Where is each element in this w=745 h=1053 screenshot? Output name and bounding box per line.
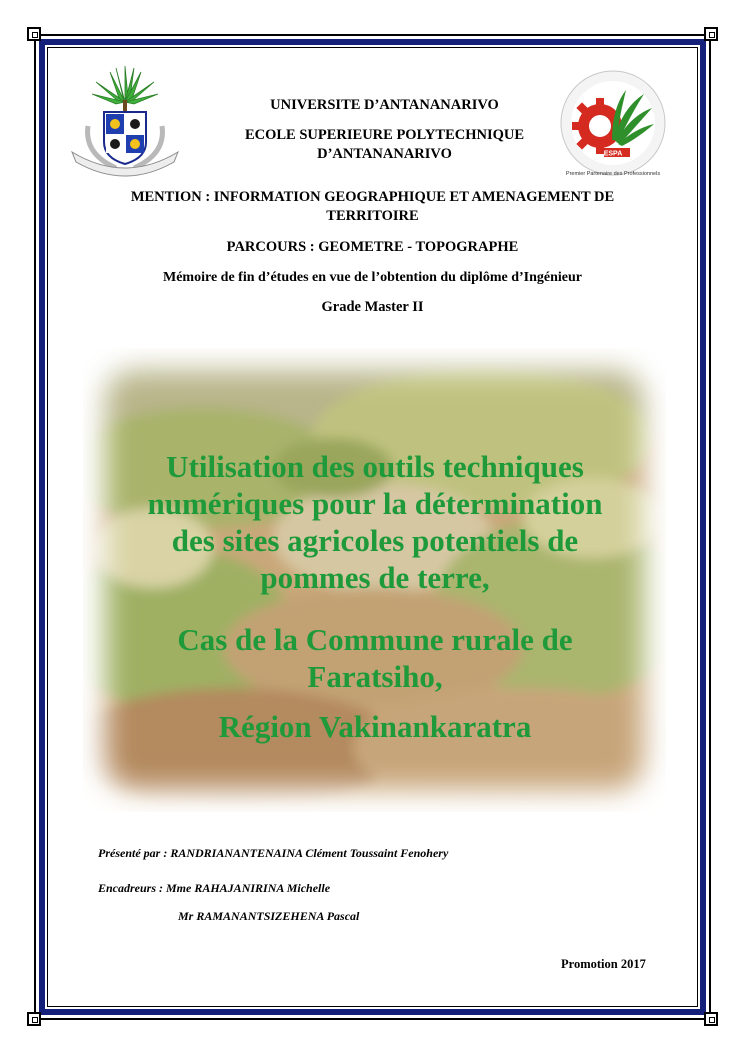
university-name: UNIVERSITE D’ANTANANARIVO [270,97,499,113]
case-study-line: Faratsiho, [307,659,443,694]
promotion-year: Promotion 2017 [561,957,646,971]
mention [0,188,745,226]
parcours: PARCOURS : GEOMETRE - TOPOGRAPHE [226,239,519,255]
university-crest-icon [66,64,184,182]
mention-line2: TERRITOIRE [326,208,419,224]
case-study-line: Cas de la Commune rurale de [177,622,573,657]
memoire-statement: Mémoire de fin d’études en vue de l’obtention du diplôme d’Ingénieur [163,270,582,285]
grade: Grade Master II [321,299,424,315]
case-study-title [95,621,655,695]
thesis-title-line: pommes de terre, [260,560,490,595]
mention-line1: MENTION : INFORMATION GEOGRAPHIQUE ET AMENAGEMENT DE [130,189,615,205]
supervisors: Encadreurs : Mme RAHAJANIRINA Michelle [98,881,331,895]
supervisor-2: Mr RAMANANTSIZEHENA Pascal [178,909,360,923]
svg-text:ESPA: ESPA [603,150,623,158]
corner-ornament-bottom-left [27,1012,41,1026]
corner-ornament-top-left [27,27,41,41]
school-name [12,126,745,164]
thesis-title [95,448,655,596]
thesis-title-line: Utilisation des outils techniques [166,449,584,484]
presented-by: Présenté par : RANDRIANANTENAINA Clément Toussaint Fenohery [98,846,449,860]
school-name-line2: D’ANTANANARIVO [317,146,452,162]
espa-tagline: Premier Partenaire des Professionnels [565,171,661,177]
region-title: Région Vakinankaratra [218,709,532,744]
school-name-line1: ECOLE SUPERIEURE POLYTECHNIQUE [244,127,525,143]
thesis-title-line: numériques pour la détermination [147,486,603,521]
corner-ornament-top-right [704,27,718,41]
thesis-title-line: des sites agricoles potentiels de [171,523,579,558]
corner-ornament-bottom-right [704,1012,718,1026]
